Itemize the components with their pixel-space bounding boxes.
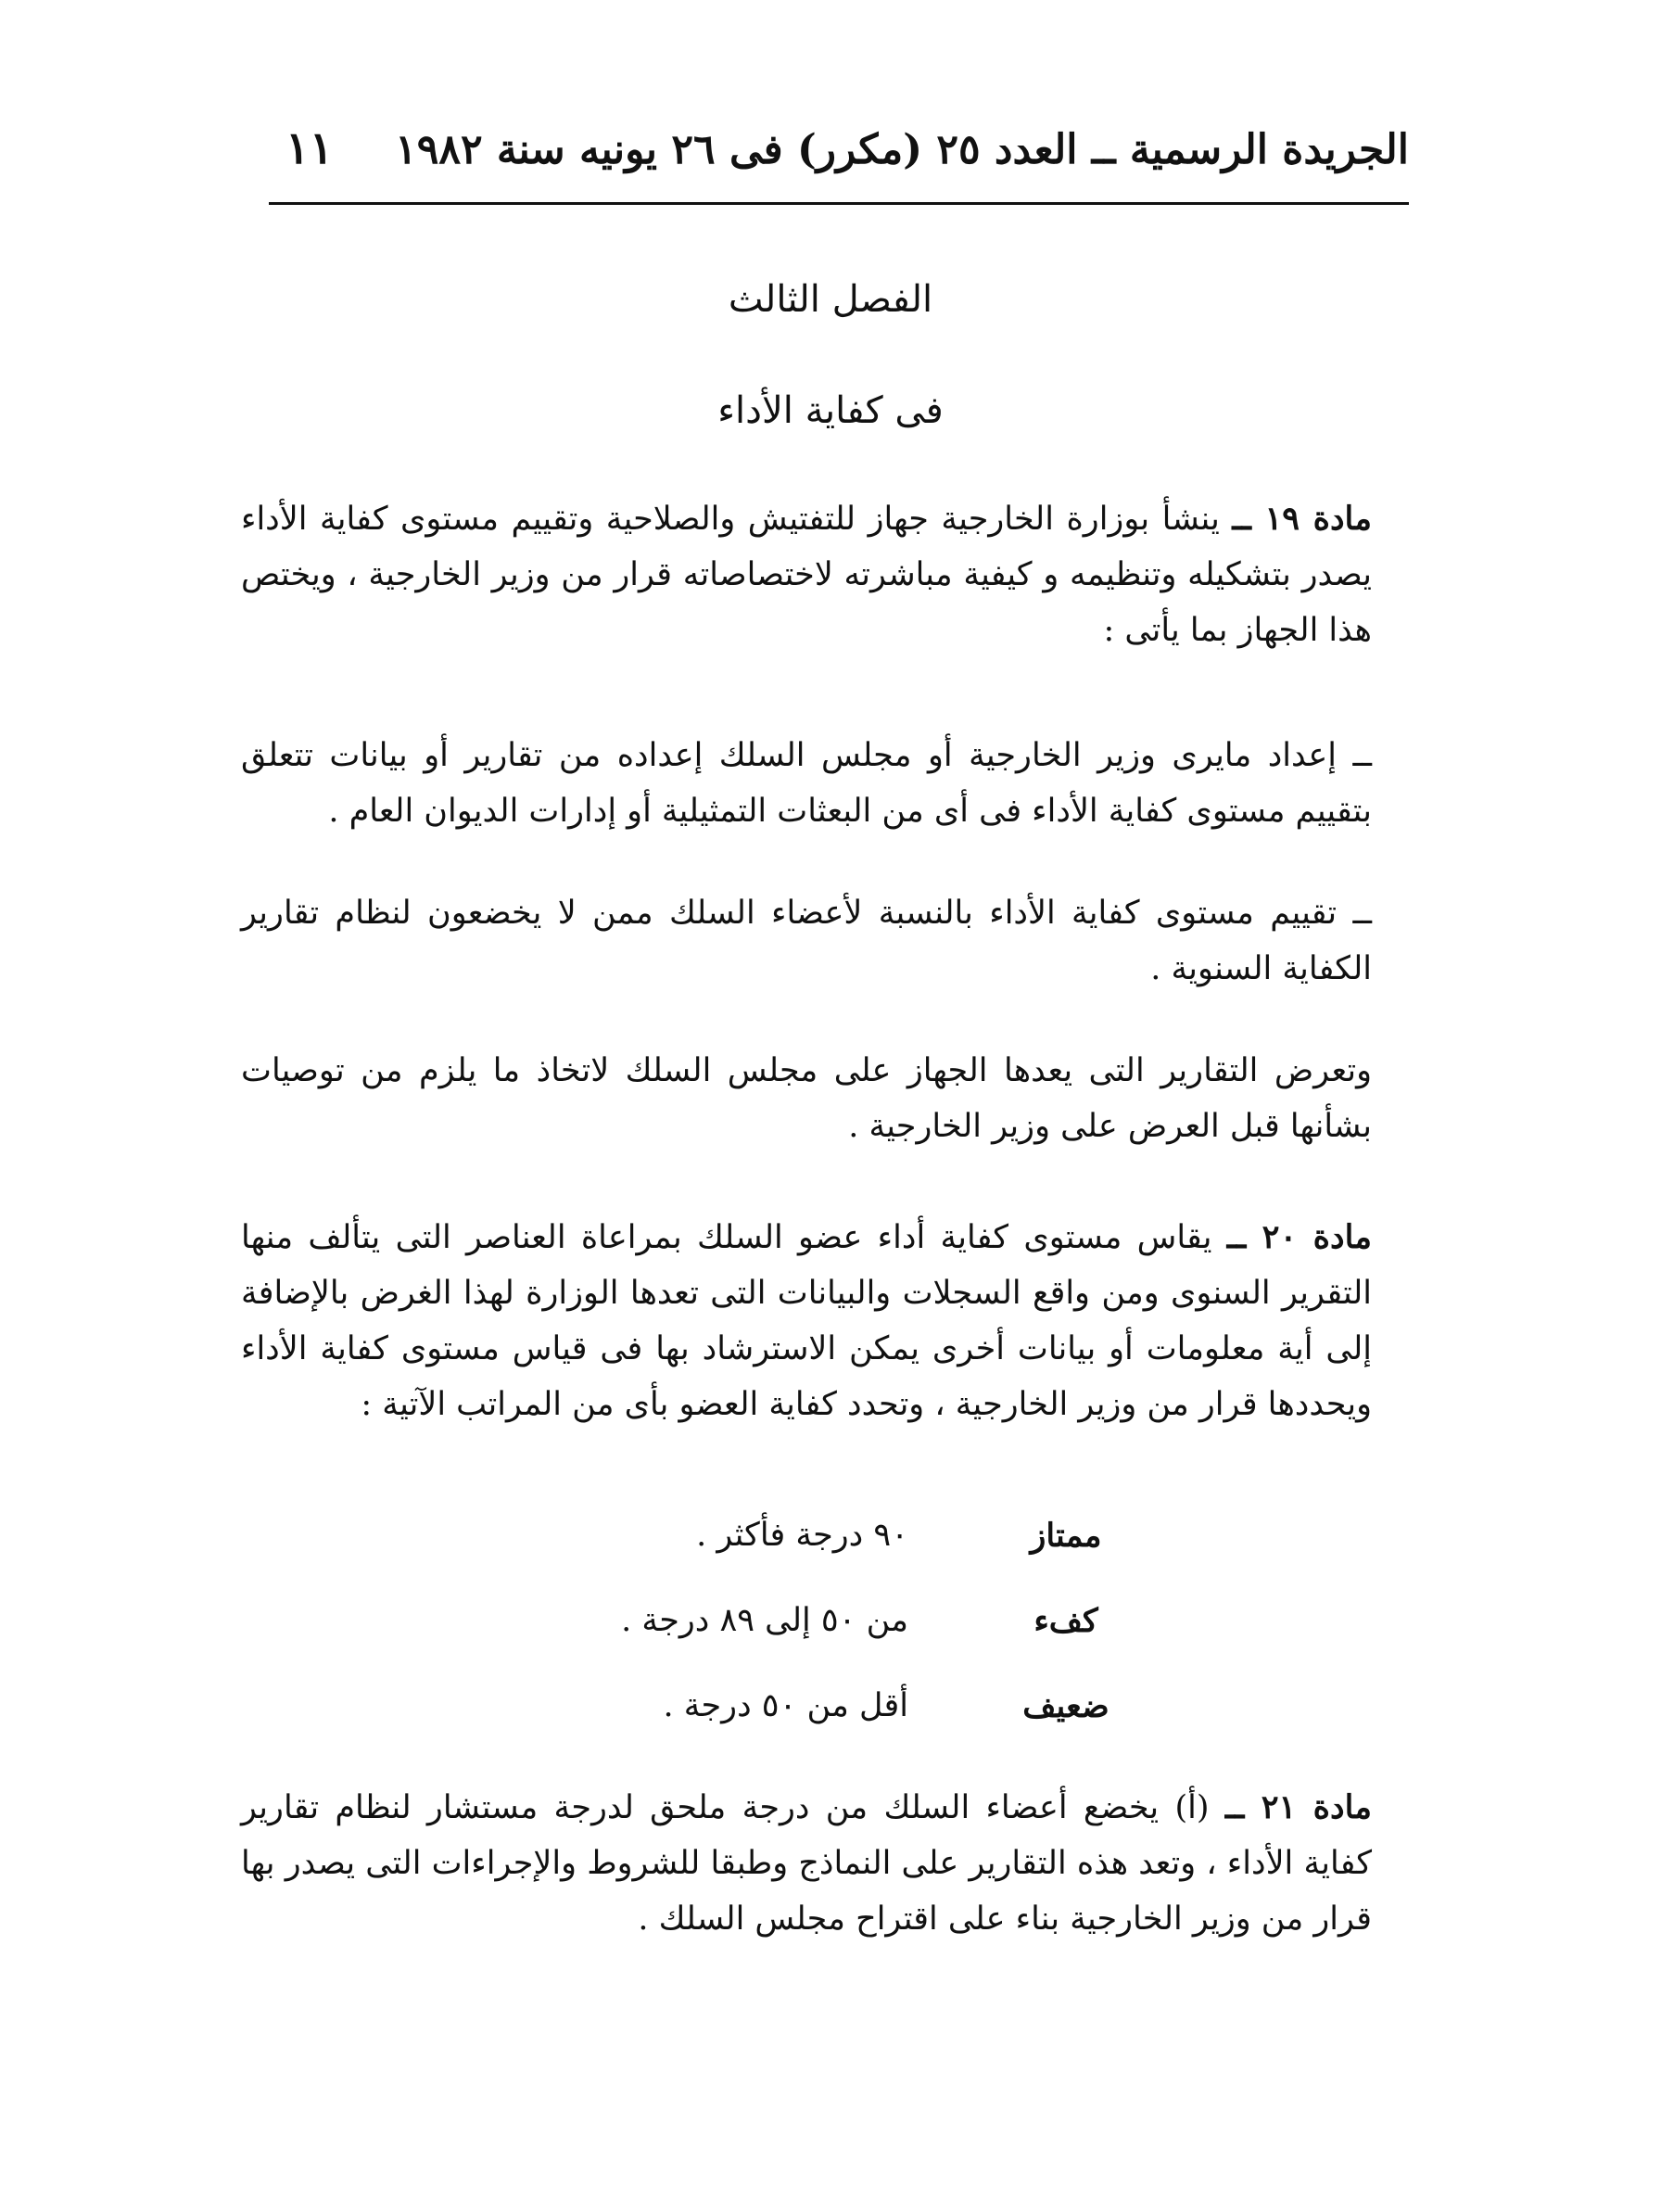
article-19 xyxy=(241,491,1372,658)
rating-row xyxy=(519,1663,1168,1748)
article-21-label: مادة ٢١ ــ xyxy=(1224,1788,1372,1826)
chapter-subtitle: فى كفاية الأداء xyxy=(717,389,944,432)
article-20-text: يقاس مستوى كفاية أداء عضو السلك بمراعاة العناصر التى يتألف منها التقرير السنوى ومن واقع السجلات والبيانات التى تعدها الوزارة لهذا الغرض بالإضافة إلى أية معلومات أو بيانات أخرى يمكن الاسترشاد بها فى قياس مستوى كفاية الأداء ويحددها قرار من وزير الخارجية ، وتحدد كفاية العضو بأى من المراتب الآتية : xyxy=(241,1219,1372,1423)
rating-row xyxy=(519,1578,1168,1663)
gazette-header-title: الجريدة الرسمية ــ العدد ٢٥ (مكرر) فى ٢٦ يونيه سنة ١٩٨٢ xyxy=(395,126,1409,173)
rating-row xyxy=(519,1493,1168,1578)
article-19-item-2: ــ تقييم مستوى كفاية الأداء بالنسبة لأعضاء السلك ممن لا يخضعون لنظام تقارير الكفاية السنوية . xyxy=(241,895,1372,987)
article-21-text: (أ) يخضع أعضاء السلك من درجة ملحق لدرجة مستشار لنظام تقارير كفاية الأداء ، وتعد هذه التقارير على النماذج وطبقا للشروط والإجراءات التى يصدر بها قرار من وزير الخارجية بناء على اقتراح مجلس السلك . xyxy=(241,1789,1372,1938)
article-19-item-1: ــ إعداد مايرى وزير الخارجية أو مجلس السلك إعداده من تقارير أو بيانات تتعلق بتقييم مستوى كفاية الأداء فى أى من البعثات التمثيلية أو إدارات الديوان العام . xyxy=(241,737,1372,830)
page-header xyxy=(269,119,1409,205)
ratings-table xyxy=(519,1493,1168,1748)
rating-grade: كفء xyxy=(1033,1601,1098,1640)
reports-paragraph: وتعرض التقارير التى يعدها الجهاز على مجلس السلك لاتخاذ ما يلزم من توصيات بشأنها قبل العرض على وزير الخارجية . xyxy=(241,1052,1372,1145)
article-21 xyxy=(241,1780,1372,1947)
rating-range: من ٥٠ إلى ٨٩ درجة . xyxy=(621,1602,908,1639)
article-20-label: مادة ٢٠ ــ xyxy=(1226,1218,1372,1256)
rating-range: ٩٠ درجة فأكثر . xyxy=(696,1517,908,1554)
article-20 xyxy=(241,1210,1372,1432)
rating-range: أقل من ٥٠ درجة . xyxy=(663,1687,908,1724)
page-number: ١١ xyxy=(285,122,334,174)
rating-grade: ضعيف xyxy=(1022,1686,1109,1725)
article-19-label: مادة ١٩ ــ xyxy=(1232,500,1372,538)
rating-grade: ممتاز xyxy=(1030,1516,1102,1555)
article-19-text: ينشأ بوزارة الخارجية جهاز للتفتيش والصلاحية وتقييم مستوى كفاية الأداء يصدر بتشكيله وتنظيمه و كيفية مباشرته لاختصاصاته قرار من وزير الخارجية ، ويختص هذا الجهاز بما يأتى : xyxy=(241,501,1372,649)
chapter-title: الفصل الثالث xyxy=(728,278,933,321)
